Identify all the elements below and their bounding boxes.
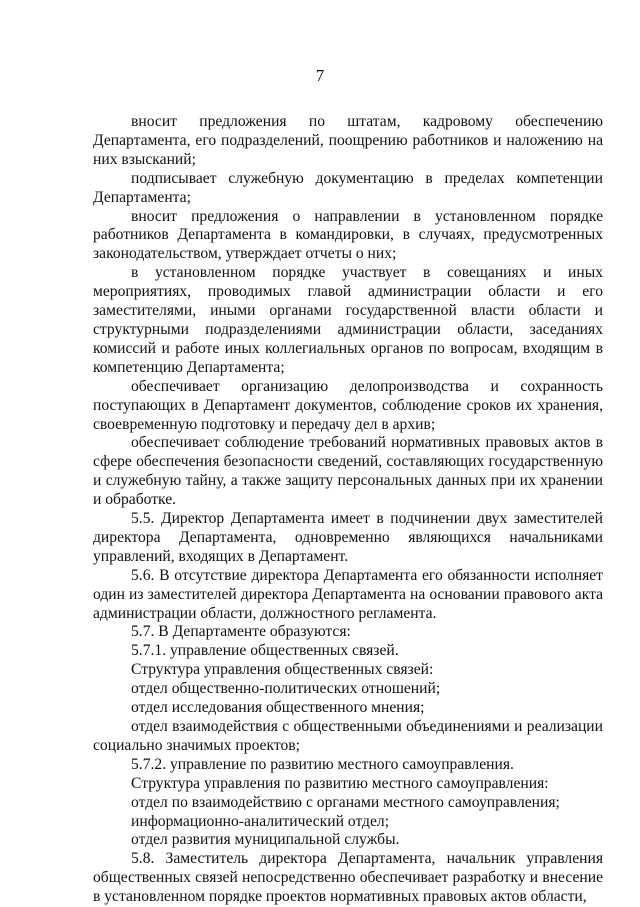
paragraph-5-7-2: 5.7.2. управление по развитию местного самоуправления. [131,755,514,773]
paragraph-5-7: 5.7. В Департаменте образуются: [131,623,351,641]
paragraph-dept-municipal-service: отдел развития муниципальной службы. [131,831,400,849]
page-number: 7 [315,66,325,85]
paragraph-5-7-1: 5.7.1. управление общественных связей. [131,642,399,660]
document-body [93,113,603,907]
paragraph-dept-political-relations: отдел общественно-политических отношений; [131,680,441,698]
paragraph-5-5: 5.5. Директор Департамента имеет в подчинении двух заместителей директора Департамента, одновременно являющихся начальниками управлений, входящих в Департамент. [93,510,603,565]
paragraph-security-compliance: обеспечивает соблюдение требований нормативных правовых актов в сфере обеспечения безопасности сведений, составляющих государственную и служебную тайну, а также защиту персональных данных при их хранении и обработке. [93,434,603,509]
paragraph-dept-analytics: информационно-аналитический отдел; [131,812,390,830]
paragraph-signs-documents: подписывает служебную документацию в пределах компетенции Департамента; [93,169,603,206]
paragraph-business-trips: вносит предложения о направлении в установленном порядке работников Департамента в командировки, в случаях, предусмотренных законодательством, утверждает отчеты о них; [93,207,603,263]
paragraph-5-6: 5.6. В отсутствие директора Департамента его обязанности исполняет один из заместителей директора Департамента на основании правового акта администрации области, должностного регламента. [93,566,603,622]
paragraph-dept-public-associations: отдел взаимодействия с общественными объединениями и реализации социально значимых проектов; [93,718,603,754]
paragraph-structure-public-relations: Структура управления общественных связей: [131,661,434,679]
paragraph-meetings: в установленном порядке участвует в совещаниях и иных мероприятиях, проводимых главой администрации области и его заместителями, иными органами государственной власти области и структурными подразделениями администрации области, заседаниях комиссий и работе иных коллегиальных органов по вопросам, входящим в компетенцию Департамента; [93,264,603,376]
paragraph-dept-public-opinion: отдел исследования общественного мнения; [131,699,425,717]
paragraph-record-keeping: обеспечивает организацию делопроизводства и сохранность поступающих в Департамент документов, соблюдение сроков их хранения, своевременную подготовку и передачу дел в архив; [93,377,603,433]
paragraph-dept-local-government: отдел по взаимодействию с органами местного самоуправления; [131,793,560,811]
paragraph-structure-local-government: Структура управления по развитию местного самоуправления: [131,774,549,792]
paragraph-5-8: 5.8. Заместитель директора Департамента, начальник управления общественных связей непосредственно обеспечивает разработку и внесение в установленном порядке проектов нормативных правовых актов области, [93,850,603,906]
paragraph-staffing-proposals: вносит предложения по штатам, кадровому обеспечению Департамента, его подразделений, поощрению работников и наложению на них взысканий; [93,113,603,168]
